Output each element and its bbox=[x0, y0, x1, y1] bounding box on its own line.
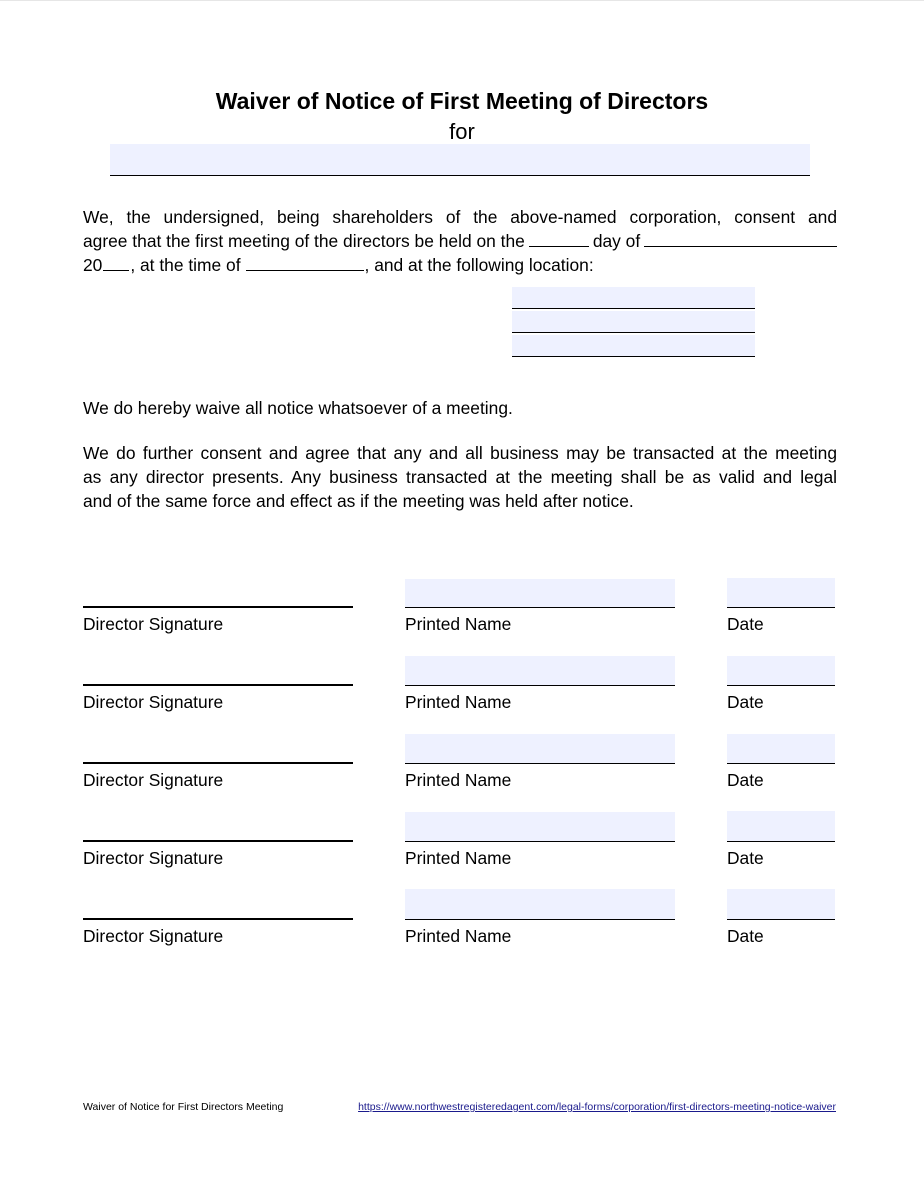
corporation-name-field[interactable] bbox=[110, 144, 810, 176]
date-label: Date bbox=[727, 770, 764, 790]
business-line-2: as any director presents. Any business transacted at the meeting shall be as valid and legal bbox=[83, 467, 837, 487]
director-signature-label: Director Signature bbox=[83, 770, 224, 790]
date-field[interactable] bbox=[727, 578, 835, 608]
date-field[interactable] bbox=[727, 734, 835, 764]
business-line-1: We do further consent and agree that any and all business may be transacted at the meeting bbox=[83, 443, 837, 463]
document-subtitle: for bbox=[449, 119, 475, 144]
printed-name-label: Printed Name bbox=[405, 692, 512, 712]
director-signature-line[interactable] bbox=[83, 684, 353, 686]
printed-name-field[interactable] bbox=[405, 812, 675, 842]
consent-line-2-text-a: agree that the first meeting of the directors be held on the bbox=[83, 231, 525, 251]
director-signature-label: Director Signature bbox=[83, 848, 224, 868]
printed-name-field[interactable] bbox=[405, 734, 675, 764]
meeting-month-field[interactable] bbox=[644, 230, 837, 247]
printed-name-field[interactable] bbox=[405, 656, 675, 686]
location-line-3-field[interactable] bbox=[512, 335, 755, 357]
meeting-year-field[interactable] bbox=[103, 254, 129, 271]
date-label: Date bbox=[727, 614, 764, 634]
consent-line-3-text-a: 20 bbox=[83, 255, 103, 275]
printed-name-field[interactable] bbox=[405, 889, 675, 920]
director-signature-line[interactable] bbox=[83, 840, 353, 842]
director-signature-label: Director Signature bbox=[83, 692, 224, 712]
date-label: Date bbox=[727, 848, 764, 868]
printed-name-label: Printed Name bbox=[405, 770, 512, 790]
printed-name-field[interactable] bbox=[405, 579, 675, 608]
waiver-paragraph bbox=[83, 396, 837, 420]
document-title: Waiver of Notice of First Meeting of Directors bbox=[215, 88, 709, 114]
location-line-2-field[interactable] bbox=[512, 311, 755, 333]
printed-name-label: Printed Name bbox=[405, 614, 512, 634]
director-signature-line[interactable] bbox=[83, 606, 353, 608]
meeting-day-field[interactable] bbox=[529, 230, 589, 247]
director-signature-line[interactable] bbox=[83, 918, 353, 920]
date-field[interactable] bbox=[727, 811, 835, 842]
consent-line-3 bbox=[83, 253, 837, 277]
date-label: Date bbox=[727, 692, 764, 712]
date-label: Date bbox=[727, 926, 764, 946]
director-signature-label: Director Signature bbox=[83, 614, 224, 634]
director-signature-label: Director Signature bbox=[83, 926, 224, 946]
consent-line-2-text-b: day of bbox=[592, 231, 641, 251]
footer-document-name: Waiver of Notice for First Directors Meeting bbox=[83, 1101, 284, 1113]
meeting-time-field[interactable] bbox=[246, 254, 364, 271]
consent-line-1: We, the undersigned, being shareholders of the above-named corporation, consent and bbox=[83, 207, 837, 227]
consent-line-2 bbox=[83, 229, 837, 253]
business-line-3: and of the same force and effect as if the meeting was held after notice. bbox=[83, 491, 634, 511]
footer-source-link[interactable]: https://www.northwestregisteredagent.com/legal-forms/corporation/first-directors-meeting-notice-waiver bbox=[358, 1101, 836, 1113]
date-field[interactable] bbox=[727, 889, 835, 920]
consent-line-3-text-c: , and at the following location: bbox=[364, 255, 594, 275]
printed-name-label: Printed Name bbox=[405, 926, 512, 946]
waiver-text: We do hereby waive all notice whatsoever of a meeting. bbox=[83, 398, 513, 418]
consent-line-3-text-b: , at the time of bbox=[130, 255, 241, 275]
business-paragraph bbox=[83, 441, 837, 513]
director-signature-line[interactable] bbox=[83, 762, 353, 764]
location-line-1-field[interactable] bbox=[512, 287, 755, 309]
printed-name-label: Printed Name bbox=[405, 848, 512, 868]
consent-paragraph bbox=[83, 205, 837, 277]
date-field[interactable] bbox=[727, 656, 835, 686]
